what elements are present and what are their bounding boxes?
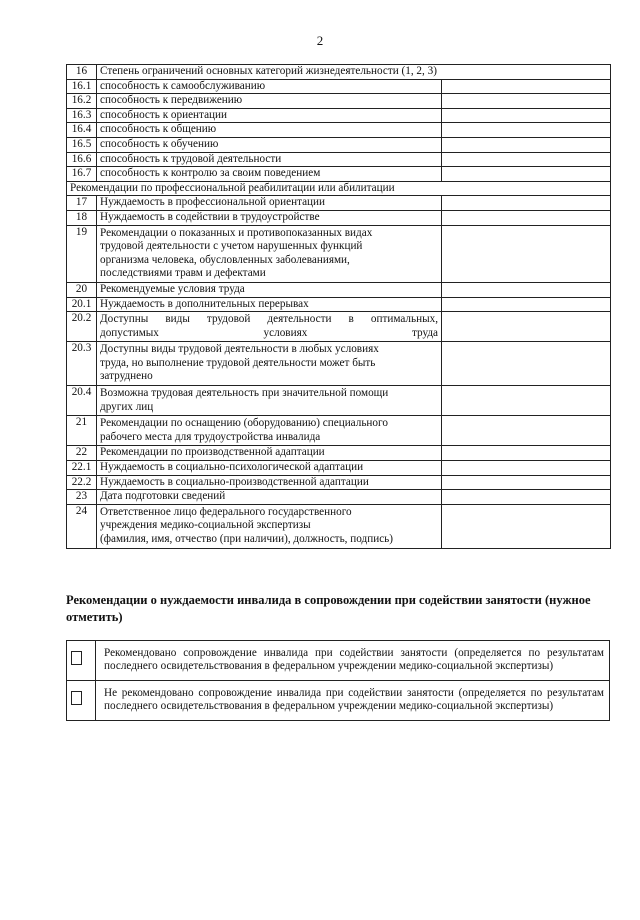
- row-number: 20.3: [67, 342, 97, 386]
- row-number: 23: [67, 490, 97, 505]
- description-line: трудовой деятельности с учетом нарушенных функций: [100, 240, 363, 253]
- value-cell[interactable]: [442, 167, 611, 182]
- row-description: способность к передвижению: [97, 94, 442, 109]
- row-description: [97, 342, 442, 386]
- row-number: 22: [67, 446, 97, 461]
- value-cell[interactable]: [442, 79, 611, 94]
- escort-option-not-recommended: [67, 680, 610, 720]
- description-line: затруднено: [100, 370, 153, 383]
- description-line: рабочего места для трудоустройства инвалида: [100, 430, 321, 443]
- value-cell[interactable]: [442, 225, 611, 282]
- table-row: [67, 167, 611, 182]
- row-description: Нуждаемость в профессиональной ориентации: [97, 196, 442, 211]
- row-number: 19: [67, 225, 97, 282]
- row-number: 21: [67, 416, 97, 446]
- row-description: [97, 386, 442, 416]
- table-row: [67, 123, 611, 138]
- row-number: 20.2: [67, 312, 97, 342]
- row-description: [97, 312, 442, 342]
- escort-option-recommended: [67, 641, 610, 681]
- row-description: способность к обучению: [97, 137, 442, 152]
- value-cell[interactable]: [442, 461, 611, 476]
- table-row: [67, 137, 611, 152]
- description-line: Рекомендации о показанных и противопоказанных видах: [100, 226, 373, 239]
- row-description: способность к самообслуживанию: [97, 79, 442, 94]
- row-description: способность к ориентации: [97, 108, 442, 123]
- table-row: [67, 196, 611, 211]
- value-cell[interactable]: [442, 504, 611, 548]
- table-row: [67, 490, 611, 505]
- row-description: Рекомендации по производственной адаптации: [97, 446, 442, 461]
- row-description: Нуждаемость в социально-производственной адаптации: [97, 475, 442, 490]
- row-description: Дата подготовки сведений: [97, 490, 442, 505]
- row-number: 16.2: [67, 94, 97, 109]
- value-cell[interactable]: [442, 490, 611, 505]
- table-row: [67, 475, 611, 490]
- row-number: 16.6: [67, 152, 97, 167]
- table-row: [67, 108, 611, 123]
- table-row: [67, 65, 611, 80]
- description-line: Доступны виды трудовой деятельности в любых условиях: [100, 343, 379, 356]
- table-row: [67, 210, 611, 225]
- row-number: 24: [67, 504, 97, 548]
- table-row: [67, 386, 611, 416]
- value-cell[interactable]: [442, 196, 611, 211]
- table-row: [67, 152, 611, 167]
- row-number: 16.3: [67, 108, 97, 123]
- value-cell[interactable]: [442, 123, 611, 138]
- value-cell[interactable]: [442, 312, 611, 342]
- row-number: 22.2: [67, 475, 97, 490]
- value-cell[interactable]: [442, 152, 611, 167]
- row-number: 20.1: [67, 297, 97, 312]
- description-line: Доступны виды трудовой деятельности в оптимальных,: [100, 313, 438, 326]
- description-line: последствиями травм и дефектами: [100, 267, 266, 280]
- description-line: допустимых условиях труда: [100, 326, 438, 339]
- value-cell[interactable]: [442, 282, 611, 297]
- description-line: Ответственное лицо федерального государственного: [100, 505, 352, 518]
- row-number: 18: [67, 210, 97, 225]
- table-row: [67, 312, 611, 342]
- table-row: [67, 504, 611, 548]
- row-description: Нуждаемость в дополнительных перерывах: [97, 297, 442, 312]
- checkbox-not-recommended[interactable]: [71, 691, 82, 705]
- page-number: 2: [316, 33, 324, 48]
- value-cell[interactable]: [442, 108, 611, 123]
- value-cell[interactable]: [442, 137, 611, 152]
- escort-option-text: Не рекомендовано сопровождение инвалида при содействии занятости (определяется по результатам последнего освидетельствования в федеральном учреждении медико-социальной экспертизы): [96, 680, 610, 720]
- row-description: Нуждаемость в содействии в трудоустройстве: [97, 210, 442, 225]
- value-cell[interactable]: [442, 342, 611, 386]
- escort-options-table: [66, 640, 610, 721]
- table-body: [67, 65, 611, 549]
- value-cell[interactable]: [442, 297, 611, 312]
- description-line: Возможна трудовая деятельность при значительной помощи: [100, 387, 389, 400]
- description-line: Рекомендации по оснащению (оборудованию) специального: [100, 417, 388, 430]
- disability-data-table: [66, 64, 611, 549]
- row-description: [97, 504, 442, 548]
- value-cell[interactable]: [442, 475, 611, 490]
- row-description: Нуждаемость в социально-психологической адаптации: [97, 461, 442, 476]
- row-description: способность к контролю за своим поведением: [97, 167, 442, 182]
- row-number: 22.1: [67, 461, 97, 476]
- row-number: 16: [67, 65, 97, 80]
- row-number: 16.1: [67, 79, 97, 94]
- section-title: Рекомендации по профессиональной реабилитации или абилитации: [67, 181, 611, 196]
- value-cell[interactable]: [442, 416, 611, 446]
- description-line: организма человека, обусловленных заболеваниями,: [100, 253, 350, 266]
- description-line: учреждения медико-социальной экспертизы: [100, 519, 311, 532]
- row-number: 20.4: [67, 386, 97, 416]
- table-row: [67, 79, 611, 94]
- value-cell[interactable]: [442, 386, 611, 416]
- row-description: [97, 225, 442, 282]
- row-description: способность к трудовой деятельности: [97, 152, 442, 167]
- row-description: способность к общению: [97, 123, 442, 138]
- table-row: [67, 94, 611, 109]
- description-line: других лиц: [100, 400, 154, 413]
- row-number: 20: [67, 282, 97, 297]
- table-row: [67, 446, 611, 461]
- row-description: Степень ограничений основных категорий жизнедеятельности (1, 2, 3): [97, 65, 611, 80]
- row-description: [97, 416, 442, 446]
- table-row: [67, 461, 611, 476]
- table-row: [67, 416, 611, 446]
- escort-heading: Рекомендации о нуждаемости инвалида в сопровождении при содействии занятости (нужное отметить): [66, 593, 591, 624]
- checkbox-recommended[interactable]: [71, 651, 82, 665]
- table-row: [67, 282, 611, 297]
- escort-option-text: Рекомендовано сопровождение инвалида при содействии занятости (определяется по результатам последнего освидетельствования в федеральном учреждении медико-социальной экспертизы): [96, 641, 610, 681]
- row-description: Рекомендуемые условия труда: [97, 282, 442, 297]
- description-line: (фамилия, имя, отчество (при наличии), должность, подпись): [100, 533, 393, 545]
- row-number: 17: [67, 196, 97, 211]
- table-row: [67, 342, 611, 386]
- table-row: [67, 225, 611, 282]
- row-number: 16.4: [67, 123, 97, 138]
- row-number: 16.5: [67, 137, 97, 152]
- table-section-row: [67, 181, 611, 196]
- row-number: 16.7: [67, 167, 97, 182]
- description-line: труда, но выполнение трудовой деятельности может быть: [100, 356, 376, 369]
- table-row: [67, 297, 611, 312]
- value-cell[interactable]: [442, 210, 611, 225]
- value-cell[interactable]: [442, 94, 611, 109]
- value-cell[interactable]: [442, 446, 611, 461]
